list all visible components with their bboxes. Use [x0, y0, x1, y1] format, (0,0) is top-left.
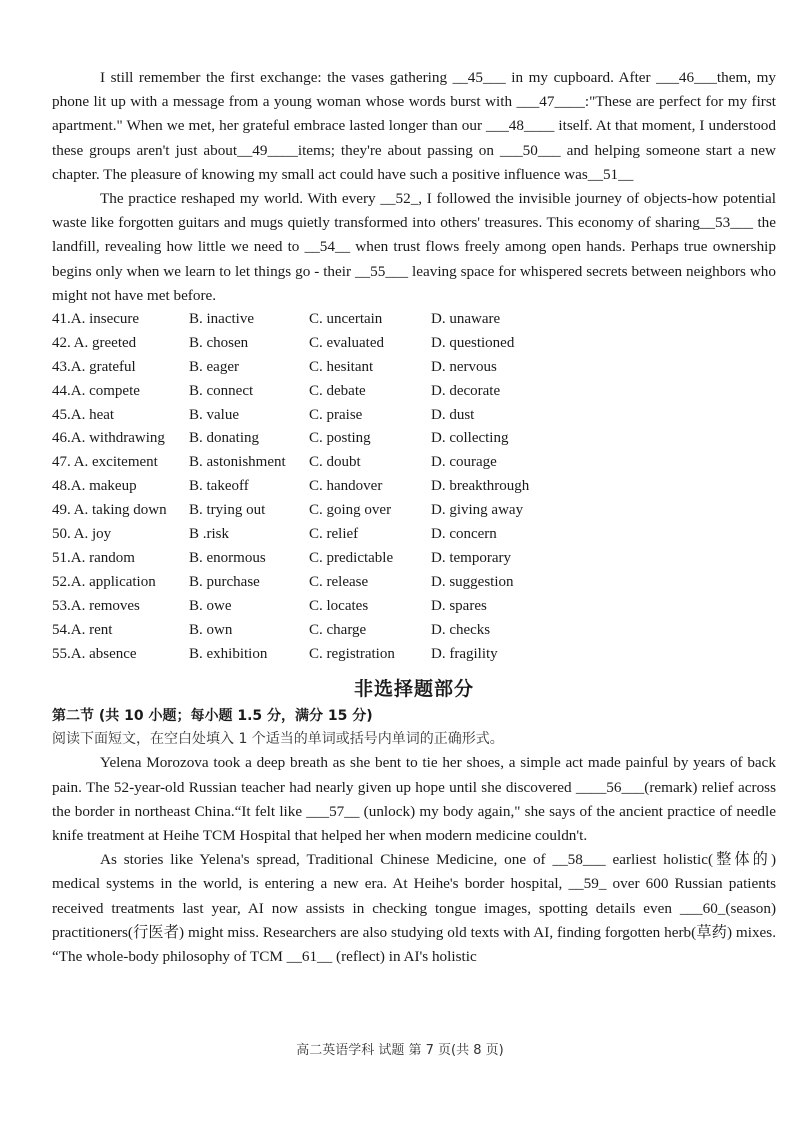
option-b: B. eager — [189, 358, 239, 375]
option-d: D. suggestion — [431, 573, 514, 590]
option-c: C. release — [309, 573, 369, 590]
option-d: D. temporary — [431, 549, 511, 566]
option-c: C. registration — [309, 645, 395, 662]
option-d: D. spares — [431, 597, 487, 614]
option-b: B. astonishment — [189, 454, 286, 471]
option-d: D. questioned — [431, 334, 515, 351]
option-b: B. exhibition — [189, 645, 268, 662]
option-c: C. debate — [309, 382, 366, 399]
option-a: 53.A. removes — [52, 597, 140, 614]
option-a: 54.A. rent — [52, 621, 113, 638]
option-row-47 — [52, 451, 776, 475]
section-title: 非选择题部分 — [353, 678, 474, 701]
option-row-45 — [52, 404, 776, 428]
option-row-54 — [52, 619, 776, 643]
option-row-43 — [52, 356, 776, 380]
option-d: D. decorate — [431, 382, 501, 399]
option-c: C. uncertain — [309, 311, 383, 328]
option-d: D. nervous — [431, 358, 497, 375]
option-a: 46.A. withdrawing — [52, 430, 165, 447]
option-c: C. locates — [309, 597, 369, 614]
page-footer: 高二英语学科 试题 第 7 页(共 8 页) — [296, 1043, 504, 1058]
passage1-paragraph-1: I still remember the first exchange: the vases gathering __45___ in my cupboard. After ___46___them, my phone lit up with a message from a young woman whose words burst with ___47____:"These are perfect for my first apartment." When we met, her grateful embrace lasted longer than our ___48____ itself. At that moment, I understood these groups aren't just about__49____items; they're about passing on ___50___ and helping someone start a new chapter. The pleasure of knowing my small act could have such a positive influence was__51__ — [52, 69, 776, 183]
option-a: 42. A. greeted — [52, 334, 137, 351]
option-c: C. handover — [309, 478, 383, 495]
option-a: 52.A. application — [52, 573, 156, 590]
option-c: C. evaluated — [309, 334, 384, 351]
option-row-46 — [52, 427, 776, 451]
passage1-paragraph-2: The practice reshaped my world. With every __52_, I followed the invisible journey of objects-how potential waste like forgotten guitars and mugs quietly transformed into others' treasures. This economy of sharing__53___ the landfill, revealing how little we need to __54__ when trust flows freely among open hands. Perhaps true ownership begins only when we learn to let things go - their __55___ leaving space for whispered secrets between neighbors who might not have met before. — [52, 190, 776, 304]
option-d: D. unaware — [431, 311, 501, 328]
option-c: C. relief — [309, 526, 359, 543]
option-b: B. chosen — [189, 334, 249, 351]
option-b: B. connect — [189, 382, 254, 399]
option-d: D. concern — [431, 526, 497, 543]
option-a: 45.A. heat — [52, 406, 115, 423]
options-list — [52, 308, 776, 666]
exam-page — [52, 66, 776, 969]
option-d: D. collecting — [431, 430, 509, 447]
option-c: C. predictable — [309, 549, 394, 566]
passage2-paragraph-2: As stories like Yelena's spread, Traditional Chinese Medicine, one of __58___ earliest holistic(整体的) medical systems in the world, is entering a new era. At Heihe's border hospital, __59_ over 600 Russian patients received treatments last year, AI now assists in checking tongue images, spotting details even ___60_(season) practitioners(行医者) might miss. Researchers are also studying old texts with AI, finding forgotten herb(草药) mixes. “The whole-body philosophy of TCM __61__ (reflect) in AI's holistic — [52, 851, 776, 966]
option-b: B. purchase — [189, 573, 260, 590]
option-d: D. courage — [431, 454, 497, 471]
option-b: B. donating — [189, 430, 259, 447]
option-row-52 — [52, 571, 776, 595]
option-d: D. dust — [431, 406, 475, 423]
option-a: 48.A. makeup — [52, 478, 137, 495]
option-a: 43.A. grateful — [52, 358, 136, 375]
option-row-53 — [52, 595, 776, 619]
option-c: C. doubt — [309, 454, 361, 471]
option-d: D. checks — [431, 621, 491, 638]
option-d: D. fragility — [431, 645, 498, 662]
option-row-41 — [52, 308, 776, 332]
section-heading: 第二节 (共 10 小题；每小题 1.5 分，满分 15 分) — [52, 708, 373, 725]
option-row-48 — [52, 475, 776, 499]
option-c: C. posting — [309, 430, 371, 447]
option-b: B. takeoff — [189, 478, 249, 495]
option-row-50 — [52, 523, 776, 547]
option-b: B. owe — [189, 597, 232, 614]
option-d: D. giving away — [431, 502, 524, 519]
option-row-44 — [52, 380, 776, 404]
option-b: B. value — [189, 406, 239, 423]
option-a: 41.A. insecure — [52, 311, 140, 328]
option-row-51 — [52, 547, 776, 571]
option-a: 50. A. joy — [52, 526, 112, 543]
option-a: 47. A. excitement — [52, 454, 158, 471]
option-c: C. hesitant — [309, 358, 374, 375]
option-b: B .risk — [189, 526, 230, 543]
section-instruction: 阅读下面短文，在空白处填入 1 个适当的单词或括号内单词的正确形式。 — [52, 731, 504, 748]
option-b: B. inactive — [189, 311, 254, 328]
option-b: B. own — [189, 621, 233, 638]
option-a: 44.A. compete — [52, 382, 140, 399]
option-c: C. charge — [309, 621, 367, 638]
option-row-42 — [52, 332, 776, 356]
passage2-paragraph-1: Yelena Morozova took a deep breath as she bent to tie her shoes, a simple act made painful by years of back pain. The 52-year-old Russian teacher had nearly given up hope until she discovered ____56___(remark) relief across the border in northeast China.“It felt like ___57__ (unlock) my body again," she says of the ancient practice of needle knife treatment at Heihe TCM Hospital that helped her when modern medicine couldn't. — [52, 754, 776, 844]
option-d: D. breakthrough — [431, 478, 530, 495]
option-a: 55.A. absence — [52, 645, 137, 662]
option-b: B. trying out — [189, 502, 266, 519]
option-row-55 — [52, 643, 776, 667]
option-row-49 — [52, 499, 776, 523]
option-a: 51.A. random — [52, 549, 135, 566]
option-c: C. going over — [309, 502, 392, 519]
option-b: B. enormous — [189, 549, 266, 566]
option-a: 49. A. taking down — [52, 502, 167, 519]
option-c: C. praise — [309, 406, 363, 423]
